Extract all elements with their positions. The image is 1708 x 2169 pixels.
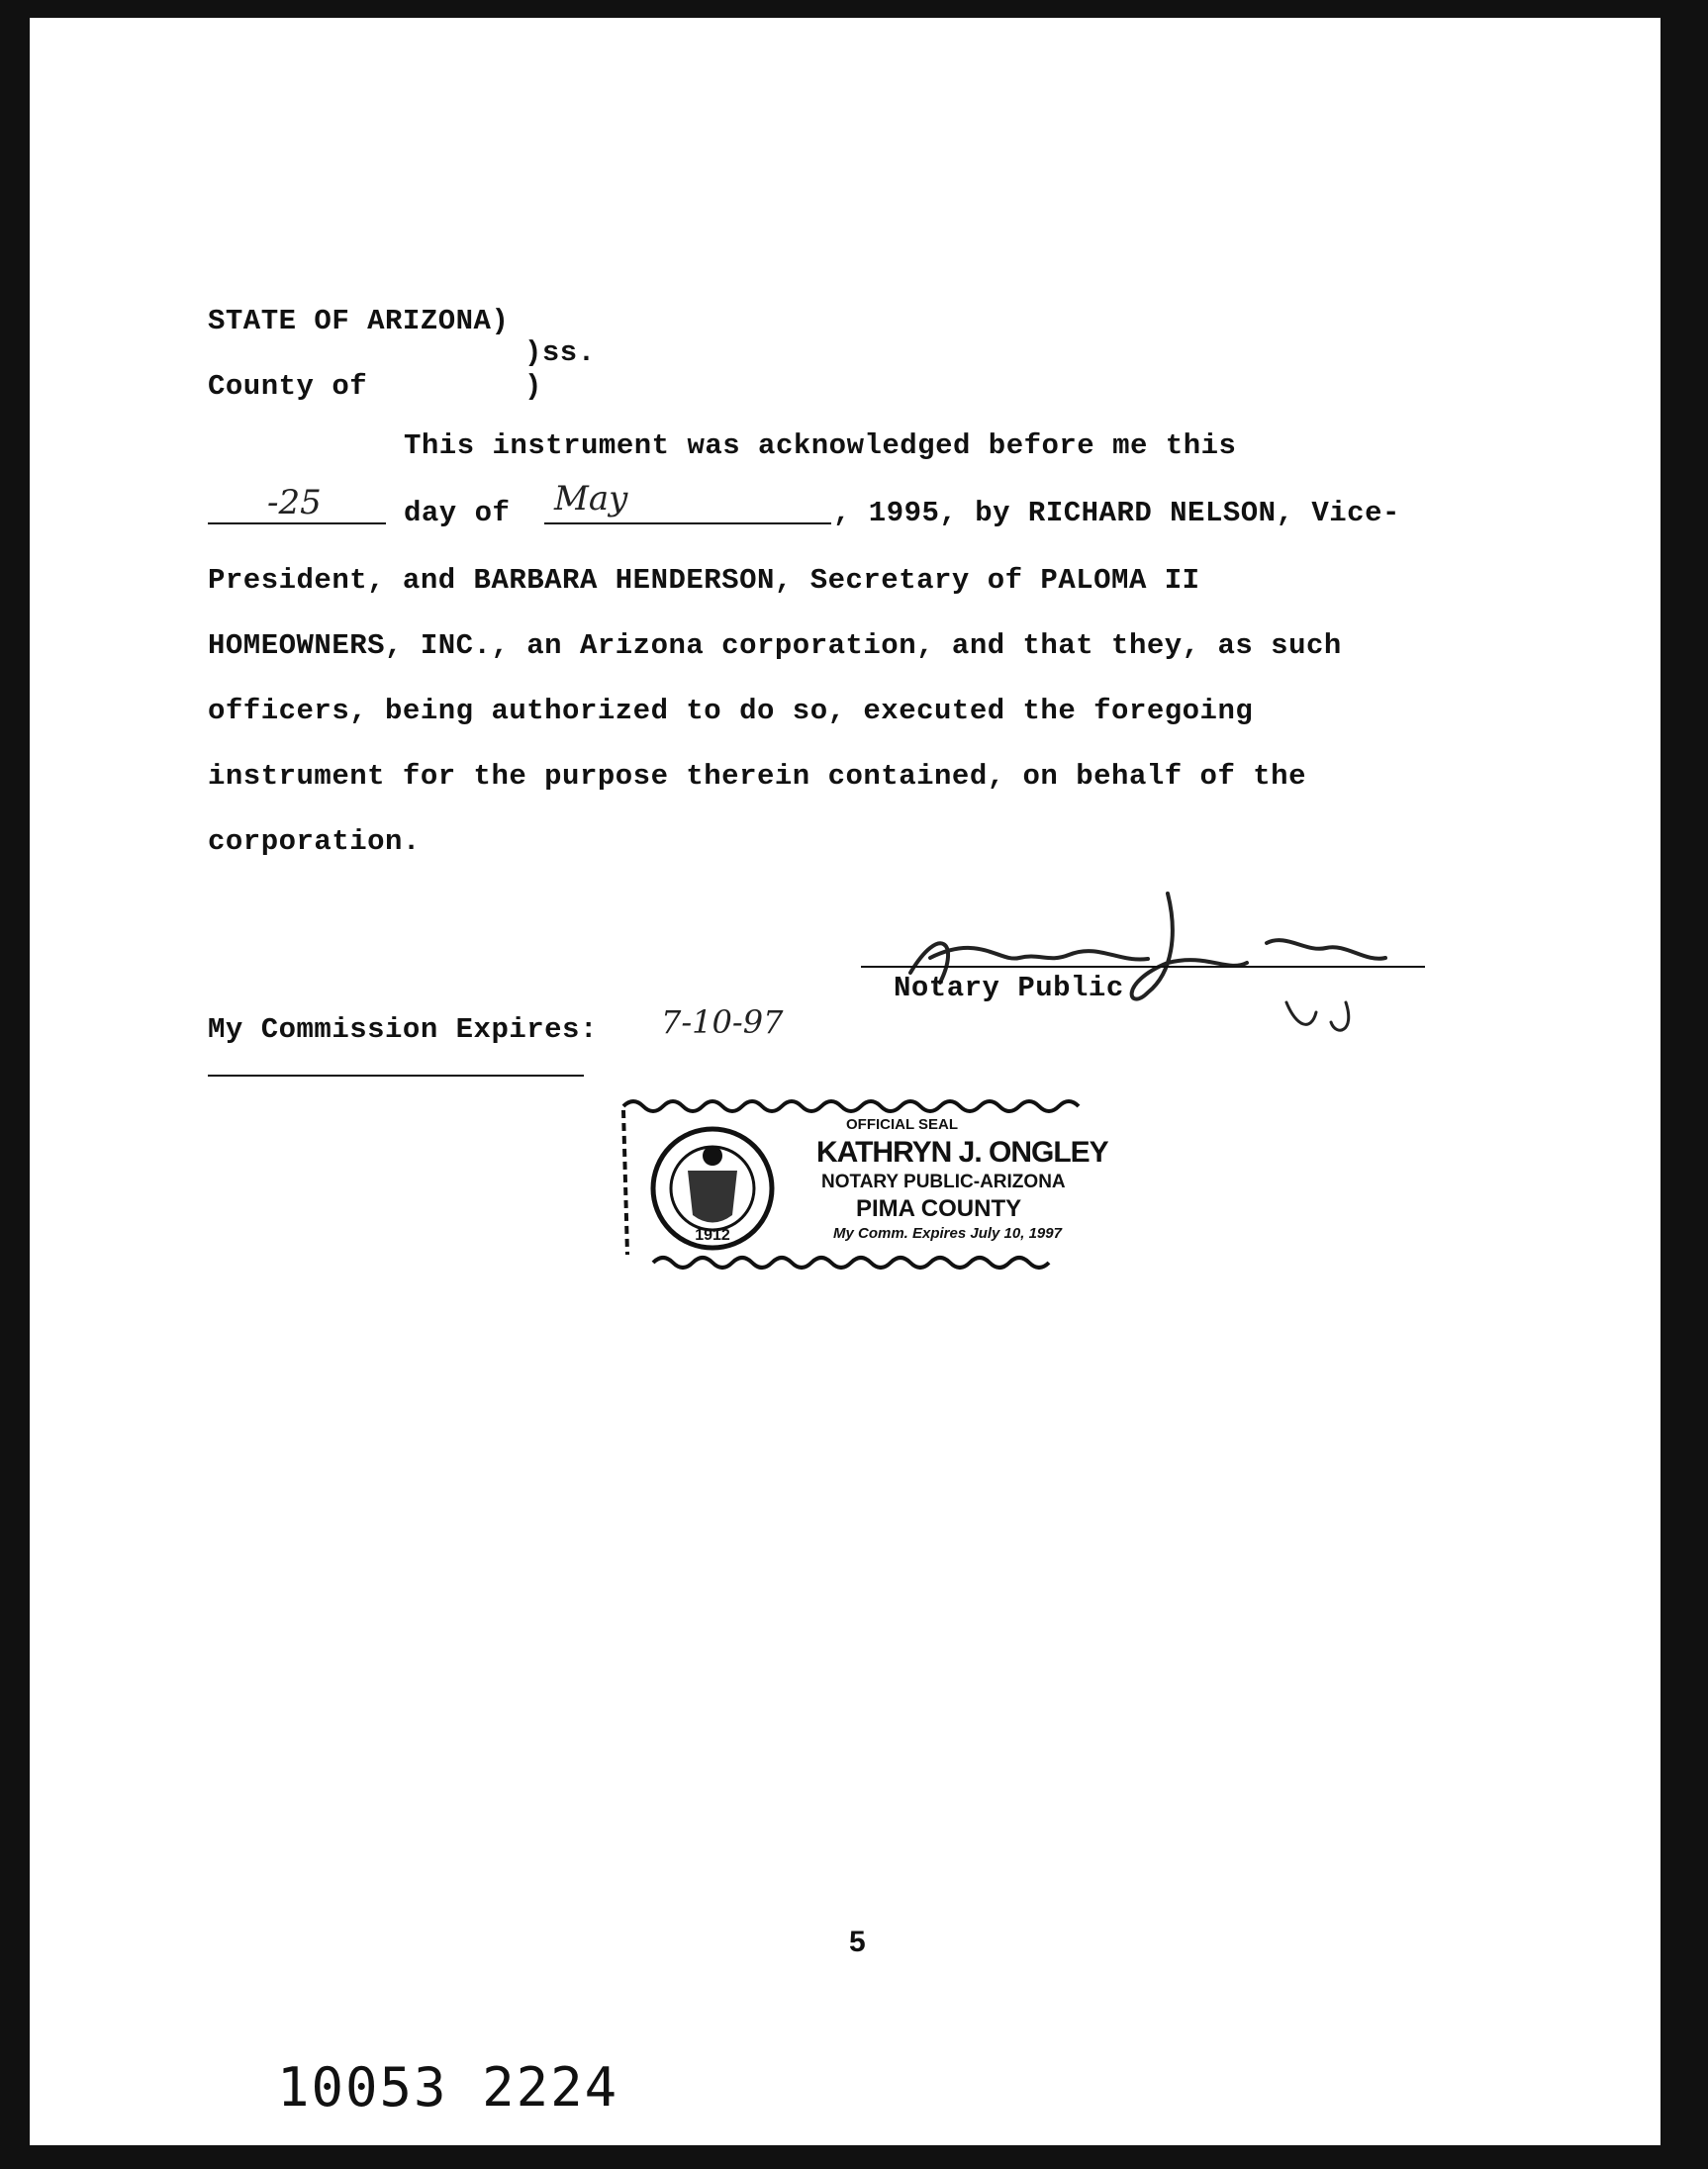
seal-emblem-year: 1912 (695, 1227, 730, 1244)
county-label: County of (208, 370, 368, 403)
seal-title: OFFICIAL SEAL (846, 1116, 959, 1133)
body-line-3: President, and BARBARA HENDERSON, Secretary of PALOMA II (208, 564, 1200, 597)
page-number: 5 (849, 1926, 866, 1958)
body-line-6: instrument for the purpose therein contained, on behalf of the (208, 760, 1306, 793)
day-of-label: day of (404, 497, 511, 529)
state-heading: STATE OF ARIZONA) (208, 305, 510, 337)
month-blank (544, 522, 831, 524)
ss-marker: )ss. (524, 336, 596, 369)
body-line-4: HOMEOWNERS, INC., an Arizona corporation, and that they, as such (208, 629, 1342, 662)
body-line-2: , 1995, by RICHARD NELSON, Vice- (833, 497, 1400, 529)
body-line-5: officers, being authorized to do so, executed the foregoing (208, 695, 1254, 727)
day-blank (208, 522, 386, 524)
day-handwritten: -25 (267, 483, 322, 522)
county-paren: ) (524, 370, 542, 403)
seal-expires: My Comm. Expires July 10, 1997 (833, 1225, 1062, 1242)
official-seal-stamp (614, 1086, 1108, 1284)
seal-role: NOTARY PUBLIC-ARIZONA (821, 1172, 1066, 1192)
record-code: 10053 2224 (277, 2056, 619, 2119)
body-line-7: corporation. (208, 825, 421, 858)
signature-line (861, 966, 1425, 968)
seal-name: KATHRYN J. ONGLEY (816, 1136, 1108, 1169)
notary-signature (871, 864, 1425, 1042)
commission-label: My Commission Expires: (208, 1013, 598, 1046)
seal-county: PIMA COUNTY (856, 1195, 1022, 1222)
commission-date-handwritten: 7-10-97 (661, 1003, 784, 1041)
commission-line (208, 1075, 584, 1077)
month-handwritten: May (554, 479, 628, 519)
notary-public-label: Notary Public (894, 972, 1124, 1004)
document-page (30, 18, 1661, 2145)
body-line-1: This instrument was acknowledged before me this (404, 429, 1237, 462)
